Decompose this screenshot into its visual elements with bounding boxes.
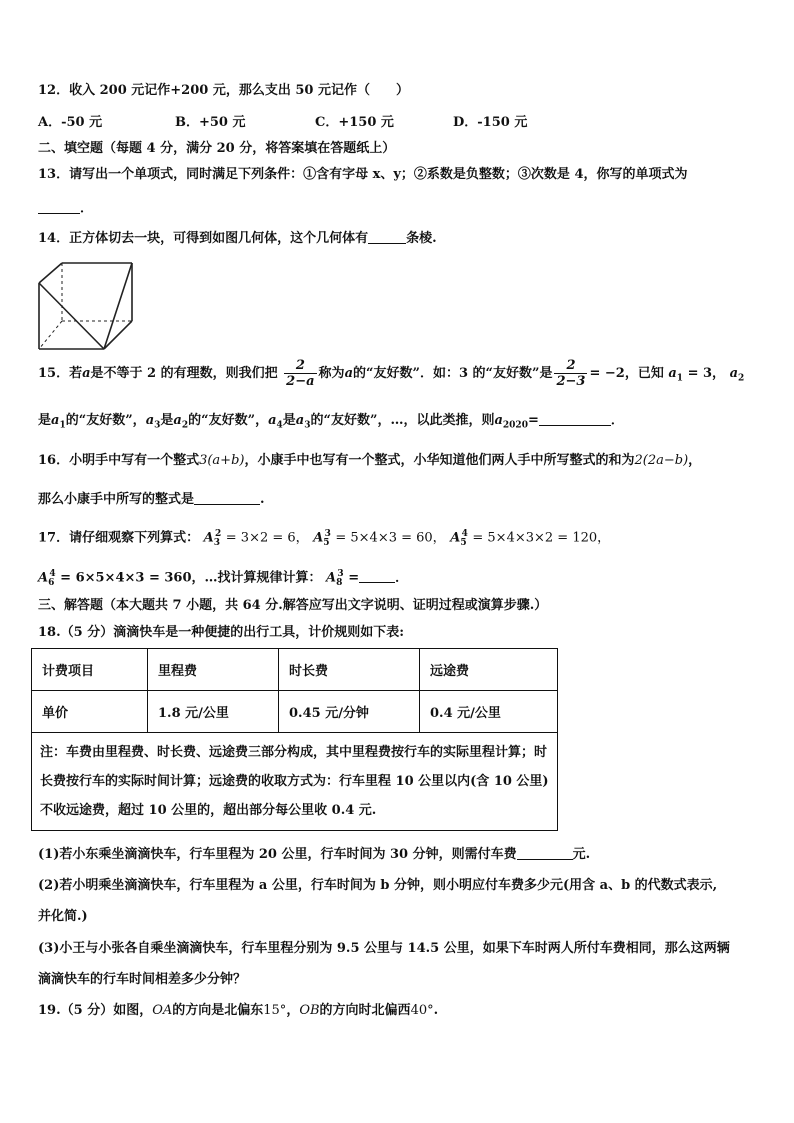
q17-line1: 17．请仔细观察下列算式： $A_3^2 = 3\times 2 = 6$， $A_5^3 = 5\times 4\times 3 = 60$， $A_5^4 = 5\times 4\times 3\times 2 = 120$， (38, 529, 611, 548)
table-note-row (32, 733, 558, 831)
q15-fraction-2: $\frac{2}{2-3}$ (556, 358, 586, 389)
q13-line2: ． (38, 199, 93, 218)
q18-part3-line2: 滴滴快车的行车时间相差多少分钟？ (38, 972, 247, 987)
q14-stem: 14．正方体切去一块，可得到如图几何体，这个几何体有 条棱. (38, 231, 437, 246)
q17-line2: $A_6^4 = 6\times 5\times 4\times 3 = 360$，…找计算规律计算： $A_8^3$ = ． (38, 569, 409, 588)
table-header-cell: 计费项目 (32, 649, 148, 691)
q12-option-a: A．-50 元 (38, 115, 103, 130)
q16-line1: 16．小明手中写有一个整式3(a+b)，小康手中也写有一个整式，小华知道他们两人手中所写整式的和为2(2a−b)， (38, 453, 702, 468)
q12-option-d: D．-150 元 (453, 115, 528, 130)
table-header-row (32, 649, 558, 691)
q12-option-b: B．+50 元 (175, 115, 246, 130)
table-row (32, 691, 558, 733)
table-cell: 0.45 元/分钟 (279, 691, 420, 733)
q12-option-c: C．+150 元 (315, 115, 394, 130)
q18-part1-blank[interactable] (517, 845, 573, 860)
table-cell: 0.4 元/公里 (420, 691, 558, 733)
table-header-cell: 里程费 (148, 649, 279, 691)
table-note: 注：车费由里程费、时长费、远途费三部分构成，其中里程费按行车的实际里程计算；时长费按行车的实际时间计算；远途费的收取方式为：行车里程 10 公里以内(含 10 公里)不收远途费，超过 10 公里的，超出部分每公里收 0.4 元. (32, 733, 558, 831)
q18-part1: (1)若小东乘坐滴滴快车，行车里程为 20 公里，行车时间为 30 分钟，则需付车费 元. (38, 847, 591, 862)
q13-line1: 13．请写出一个单项式，同时满足下列条件：①含有字母 x、y；②系数是负整数；③次数是 4，你写的单项式为 (38, 167, 688, 182)
q16-line2: 那么小康手中所写的整式是 . (38, 492, 265, 507)
q18-part3-line1: (3)小王与小张各自乘坐滴滴快车，行车里程分别为 9.5 公里与 14.5 公里，如果下车时两人所付车费相同，那么这两辆 (38, 941, 730, 956)
q14-cut-cube-figure (36, 257, 136, 353)
q17-answer-blank[interactable] (359, 568, 395, 583)
q18-intro: 18.（5 分）滴滴快车是一种便捷的出行工具，计价规则如下表: (38, 625, 404, 640)
q15-line1: 15．若a是不等于 2 的有理数，则我们把 $\frac{2}{2-a}$ 称为a的“友好数”．如：3 的“友好数”是 $\frac{2}{2-3}$ = −2，已知 $a_1 = 3$， $a_2$ (38, 358, 745, 389)
q13-answer-blank[interactable] (38, 199, 80, 214)
q18-fee-table (31, 648, 558, 831)
q18-part2-line1: (2)若小明乘坐滴滴快车，行车里程为 a 公里，行车时间为 b 分钟，则小明应付车费多少元(用含 a、b 的代数式表示, (38, 878, 718, 893)
q18-part2-line2: 并化简.) (38, 909, 88, 924)
q14-answer-blank[interactable] (368, 229, 406, 244)
table-header-cell: 时长费 (279, 649, 420, 691)
q15-line2: 是$a_1$的“友好数”，$a_3$是$a_2$的“友好数”，$a_4$是$a_3$的“友好数”，…，以此类推，则$a_{2020}=$ ． (38, 413, 624, 431)
q19-stem: 19.（5 分）如图，OA的方向是北偏东15°，OB的方向时北偏西40°. (38, 1003, 439, 1018)
q15-answer-blank[interactable] (539, 411, 611, 426)
q15-fraction-1: $\frac{2}{2-a}$ (286, 358, 315, 389)
table-cell: 单价 (32, 691, 148, 733)
table-cell: 1.8 元/公里 (148, 691, 279, 733)
table-header-cell: 远途费 (420, 649, 558, 691)
section2-heading: 二、填空题（每题 4 分，满分 20 分，将答案填在答题纸上） (38, 141, 396, 156)
q16-answer-blank[interactable] (194, 490, 260, 505)
q12-stem: 12．收入 200 元记作+200 元，那么支出 50 元记作（ ） (38, 83, 409, 98)
section3-heading: 三、解答题（本大题共 7 小题，共 64 分.解答应写出文字说明、证明过程或演算步骤.） (38, 598, 548, 613)
